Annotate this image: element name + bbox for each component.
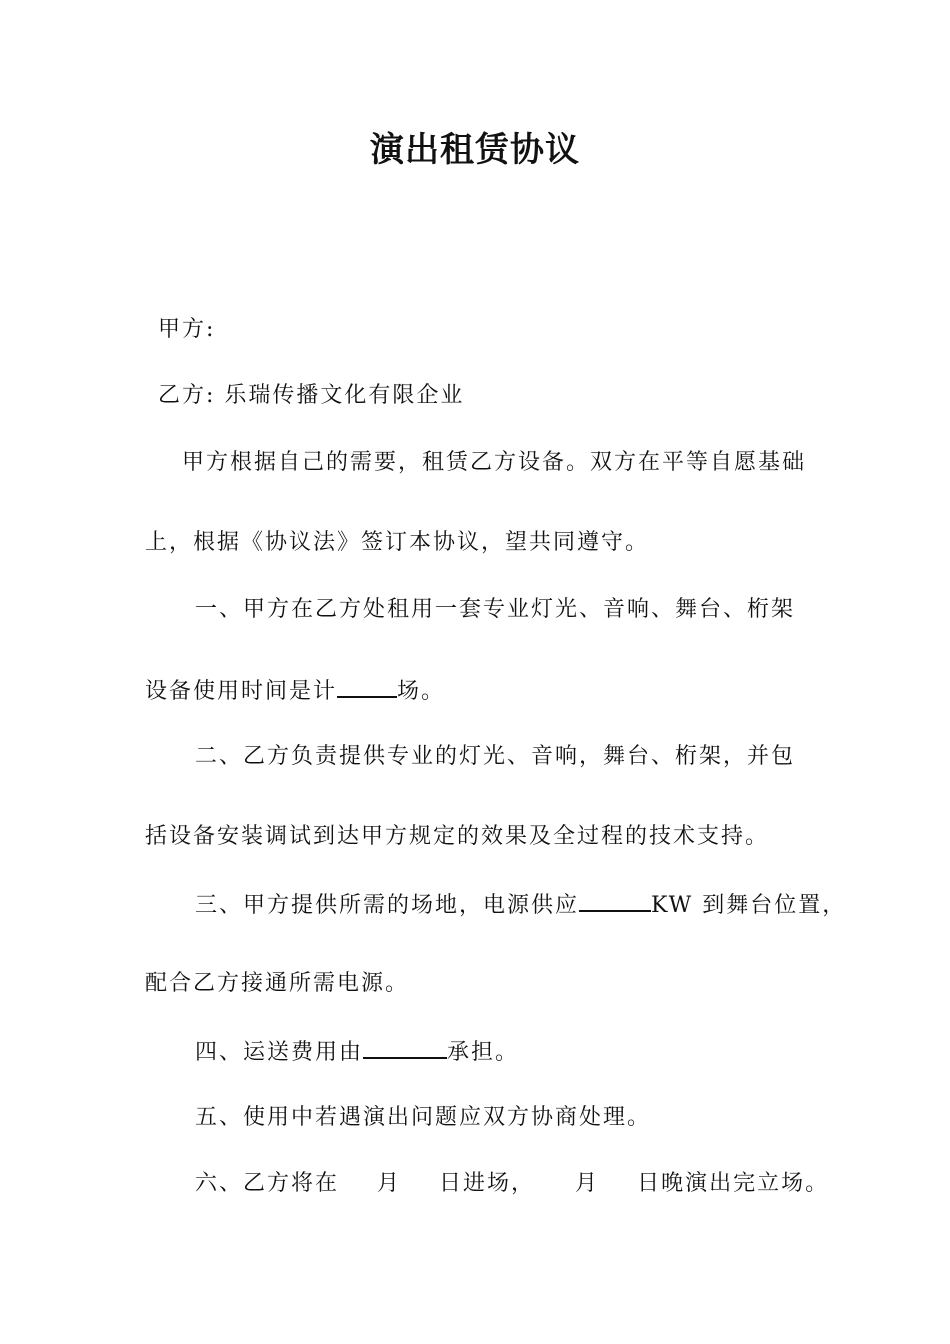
clause-1-text-after-blank: 场。 bbox=[397, 679, 446, 704]
clause-2-line-1: 二、乙方负责提供专业的灯光、音响，舞台、桁架，并包 bbox=[195, 744, 796, 769]
clause-3-line-2: 配合乙方接通所需电源。 bbox=[145, 971, 410, 996]
clause-3-text-before-blank: 三、甲方提供所需的场地，电源供应 bbox=[195, 893, 580, 918]
session-count-blank[interactable] bbox=[337, 674, 397, 698]
clause-3-line-1 bbox=[195, 888, 846, 922]
clause-1-line-2 bbox=[145, 674, 445, 708]
party-b-line: 乙方: 乐瑞传播文化有限企业 bbox=[158, 383, 465, 408]
intro-line-2: 上，根据《协议法》签订本协议，望共同遵守。 bbox=[145, 530, 650, 555]
intro-line-1: 甲方根据自己的需要，租赁乙方设备。双方在平等自愿基础 bbox=[182, 450, 807, 475]
clause-3-text-after-blank: KW 到舞台位置， bbox=[651, 893, 847, 918]
clause-1-line-1: 一、甲方在乙方处租用一套专业灯光、音响、舞台、桁架 bbox=[195, 597, 796, 622]
clause-6-text-e: 日晚演出完立场。 bbox=[637, 1171, 830, 1196]
clause-4-text-before-blank: 四、运送费用由 bbox=[195, 1040, 364, 1065]
clause-6-text-a: 六、乙方将在 bbox=[195, 1171, 340, 1196]
transport-fee-party-blank[interactable] bbox=[363, 1035, 447, 1059]
clause-2-line-2: 括设备安装调试到达甲方规定的效果及全过程的技术支持。 bbox=[145, 824, 770, 849]
document-title: 演出租赁协议 bbox=[370, 130, 580, 170]
clause-6-month-1: 月 bbox=[377, 1171, 402, 1196]
party-a-line: 甲方: bbox=[158, 317, 216, 342]
clause-4-text-after-blank: 承担。 bbox=[447, 1040, 520, 1065]
clause-5-line: 五、使用中若遇演出问题应双方协商处理。 bbox=[195, 1105, 652, 1130]
clause-1-text-before-blank: 设备使用时间是计 bbox=[145, 679, 338, 704]
clause-6-line bbox=[195, 1168, 829, 1200]
power-supply-blank[interactable] bbox=[579, 888, 651, 912]
clause-6-month-2: 月 bbox=[575, 1171, 600, 1196]
clause-4-line bbox=[195, 1035, 519, 1069]
clause-6-text-c: 日进场， bbox=[439, 1171, 536, 1196]
